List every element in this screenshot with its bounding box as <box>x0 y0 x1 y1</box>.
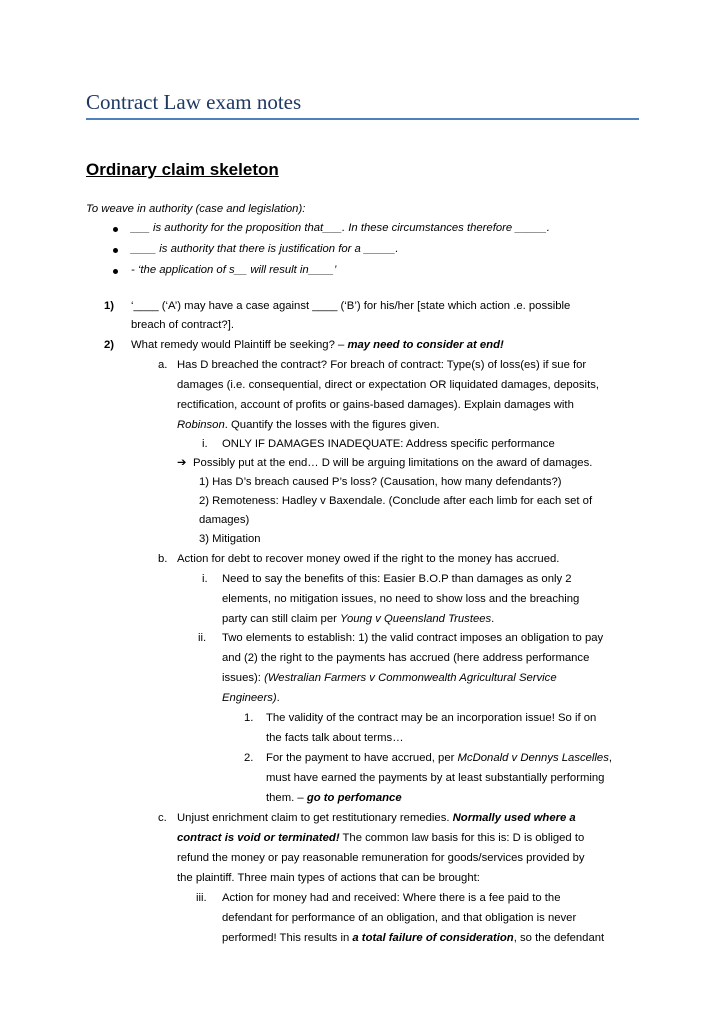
item-b-n1-line-2: the facts talk about terms… <box>266 732 404 744</box>
list-marker: ii. <box>198 632 207 644</box>
item-c-line-4: the plaintiff. Three main types of actions that can be brought: <box>177 872 480 884</box>
item-1-line-2: breach of contract?]. <box>131 319 234 331</box>
item-a-arrow-text: Possibly put at the end… D will be arguing limitations on the award of damages. <box>193 457 593 469</box>
item-b-n2-line-3 <box>266 791 402 806</box>
item-b-i-line-3 <box>222 612 494 627</box>
emphasis-text: contract is void or terminated! <box>177 832 340 844</box>
intro-bullet-3: - ‘the application of s__ will result in____’ <box>131 264 337 276</box>
intro-bullet-2: ____ is authority that there is justification for a _____. <box>131 243 399 255</box>
text-span: . <box>491 613 495 625</box>
item-c-line-1 <box>177 811 576 826</box>
item-2-line <box>131 338 504 353</box>
item-b-n2-line-2: must have earned the payments by at least substantially performing <box>266 772 605 784</box>
item-b-n1-line-1: The validity of the contract may be an incorporation issue! So if on <box>266 712 597 724</box>
arrow-icon: ➔ <box>177 457 187 469</box>
case-name: Robinson <box>177 419 225 431</box>
item-a-line-1: Has D breached the contract? For breach of contract: Type(s) of loss(es) if sue for <box>177 359 587 371</box>
item-c-iii-line-1: Action for money had and received: Where there is a fee paid to the <box>222 892 561 904</box>
list-marker: 2. <box>244 752 254 764</box>
item-a-step-3: 3) Mitigation <box>199 533 261 545</box>
text-span: . <box>276 692 280 704</box>
item-a-line-4-rest: . Quantify the losses with the figures given. <box>224 419 440 431</box>
item-b-ii-line-2: and (2) the right to the payments has accrued (here address performance <box>222 652 590 664</box>
intro-bullet-1: ___ is authority for the proposition that___. In these circumstances therefore _____. <box>131 222 550 234</box>
item-b-ii-line-4 <box>222 691 280 706</box>
text-span: issues): <box>222 672 265 684</box>
list-marker: i. <box>202 573 208 585</box>
case-name: (Westralian Farmers v Commonwealth Agricultural Service <box>264 672 557 684</box>
item-b-i-line-1: Need to say the benefits of this: Easier B.O.P than damages as only 2 <box>222 573 572 585</box>
text-span: The common law basis for this is: D is obliged to <box>339 832 585 844</box>
item-b-ii-line-1: Two elements to establish: 1) the valid contract imposes an obligation to pay <box>222 632 604 644</box>
item-b-n2-line-1 <box>266 751 612 766</box>
item-a-step-1: 1) Has D’s breach caused P’s loss? (Causation, how many defendants?) <box>199 476 562 488</box>
text-span: party can still claim per <box>222 613 341 625</box>
bullet-icon <box>113 269 118 274</box>
list-marker: b. <box>158 553 168 565</box>
text-span: , so the defendant <box>513 932 605 944</box>
list-marker: 2) <box>104 339 115 351</box>
text-span: For the payment to have accrued, per <box>266 752 458 764</box>
intro-lead: To weave in authority (case and legislation): <box>86 203 306 215</box>
bullet-icon <box>113 248 118 253</box>
item-a-line-3: rectification, account of profits or gains-based damages). Explain damages with <box>177 399 574 411</box>
item-c-line-2 <box>177 831 584 846</box>
item-b-i-line-2: elements, no mitigation issues, no need to show loss and the breaching <box>222 593 580 605</box>
section-heading: Ordinary claim skeleton <box>86 160 279 179</box>
item-1-line-1: ‘____ (‘A’) may have a case against ____ (‘B’) for his/her [state which action .e. possible <box>131 300 571 312</box>
title-underline <box>86 118 639 120</box>
case-name: Engineers) <box>222 692 277 704</box>
emphasis-text: Normally used where a <box>452 812 576 824</box>
list-marker: 1) <box>104 300 115 312</box>
item-b-ii-line-3 <box>222 671 557 686</box>
list-marker: i. <box>202 438 208 450</box>
item-c-iii-line-2: defendant for performance of an obligation, and that obligation is never <box>222 912 577 924</box>
item-c-line-3: refund the money or pay reasonable remuneration for goods/services provided by <box>177 852 585 864</box>
text-span: , <box>608 752 612 764</box>
item-a-line-2: damages (i.e. consequential, direct or expectation OR liquidated damages, deposits, <box>177 379 599 391</box>
item-2-text: What remedy would Plaintiff be seeking? – <box>131 339 348 351</box>
item-2-emphasis: may need to consider at end! <box>347 339 504 351</box>
case-name: McDonald v Dennys Lascelles <box>457 752 609 764</box>
case-name: Young v Queensland Trustees <box>340 613 492 625</box>
document-title: Contract Law exam notes <box>86 90 302 114</box>
item-c-iii-line-3 <box>222 931 604 946</box>
item-b-line-1: Action for debt to recover money owed if the right to the money has accrued. <box>177 553 560 565</box>
list-marker: iii. <box>196 892 207 904</box>
item-a-line-4 <box>177 418 440 433</box>
list-marker: a. <box>158 359 168 371</box>
item-a-step-2: 2) Remoteness: Hadley v Baxendale. (Conclude after each limb for each set of <box>199 495 593 507</box>
text-span: them. – <box>266 792 307 804</box>
text-span: performed! This results in <box>222 932 353 944</box>
text-span: Unjust enrichment claim to get restitutionary remedies. <box>177 812 453 824</box>
bullet-icon <box>113 227 118 232</box>
emphasis-text: go to perfomance <box>306 792 402 804</box>
item-a-step-2-cont: damages) <box>199 514 250 526</box>
list-marker: c. <box>158 812 167 824</box>
list-marker: 1. <box>244 712 254 724</box>
emphasis-text: a total failure of consideration <box>352 932 514 944</box>
item-a-sub-i: ONLY IF DAMAGES INADEQUATE: Address specific performance <box>222 438 555 450</box>
